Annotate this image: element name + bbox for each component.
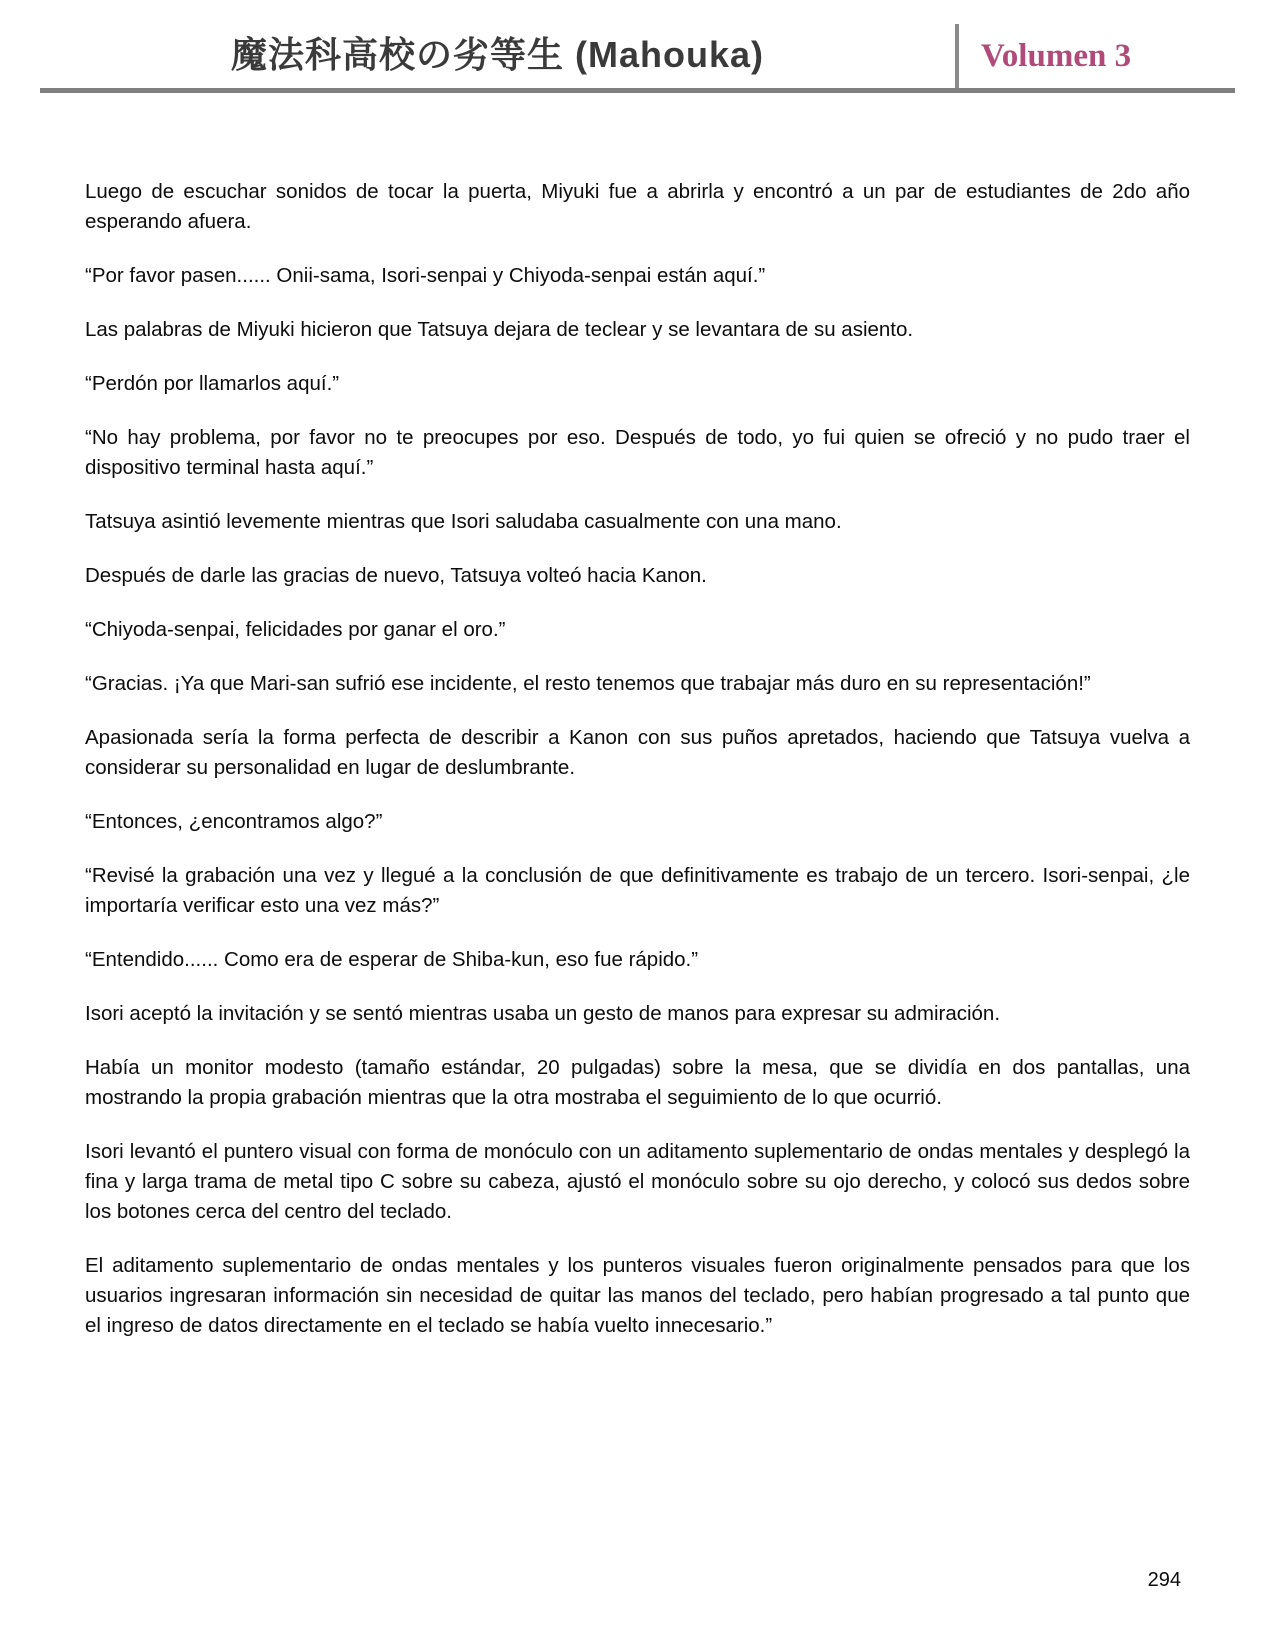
volume-divider — [955, 24, 1235, 88]
paragraph: “Por favor pasen...... Onii-sama, Isori-senpai y Chiyoda-senpai están aquí.” — [85, 264, 766, 287]
paragraph: Después de darle las gracias de nuevo, Tatsuya volteó hacia Kanon. — [85, 564, 707, 587]
paragraph: Isori levantó el puntero visual con forma de monóculo con un aditamento suplementario de ondas mentales y desplegó la fina y larga trama de metal tipo C sobre su cabeza, ajustó el monóculo sobre su ojo derecho, y colocó sus dedos sobre los botones cerca del centro del teclado. — [85, 1140, 1190, 1223]
page-header — [40, 0, 1235, 93]
page-number: 294 — [1147, 1569, 1181, 1591]
paragraph: Tatsuya asintió levemente mientras que Isori saludaba casualmente con una mano. — [85, 510, 842, 533]
volume-label: Volumen 3 — [981, 37, 1132, 74]
paragraph: “No hay problema, por favor no te preocupes por eso. Después de todo, yo fui quien se ofreció y no pudo traer el dispositivo terminal hasta aquí.” — [85, 426, 1190, 479]
paragraph: El aditamento suplementario de ondas mentales y los punteros visuales fueron originalmente pensados para que los usuarios ingresaran información sin necesidad de quitar las manos del teclado, pero habían progresado a tal punto que el ingreso de datos directamente en el teclado se había vuelto innecesario.” — [85, 1254, 1190, 1337]
paragraph: Las palabras de Miyuki hicieron que Tatsuya dejara de teclear y se levantara de su asiento. — [85, 318, 914, 341]
paragraph: “Gracias. ¡Ya que Mari-san sufrió ese incidente, el resto tenemos que trabajar más duro en su representación!” — [85, 672, 1091, 695]
paragraph: “Chiyoda-senpai, felicidades por ganar el oro.” — [85, 618, 506, 641]
paragraph: Isori aceptó la invitación y se sentó mientras usaba un gesto de manos para expresar su admiración. — [85, 1002, 1001, 1025]
paragraph: “Entendido...... Como era de esperar de Shiba-kun, eso fue rápido.” — [85, 948, 699, 971]
paragraph: Apasionada sería la forma perfecta de describir a Kanon con sus puños apretados, haciendo que Tatsuya vuelva a considerar su personalidad en lugar de deslumbrante. — [85, 726, 1190, 779]
paragraph: Había un monitor modesto (tamaño estándar, 20 pulgadas) sobre la mesa, que se dividía en dos pantallas, una mostrando la propia grabación mientras que la otra mostraba el seguimiento de lo que ocurrió. — [85, 1056, 1190, 1109]
paragraph: “Revisé la grabación una vez y llegué a la conclusión de que definitivamente es trabajo de un tercero. Isori-senpai, ¿le importaría verificar esto una vez más?” — [85, 864, 1190, 917]
paragraph: “Perdón por llamarlos aquí.” — [85, 372, 340, 395]
page-title: 魔法科高校の劣等生 (Mahouka) — [230, 34, 764, 75]
body-text — [85, 93, 1190, 1341]
paragraph: “Entonces, ¿encontramos algo?” — [85, 810, 383, 833]
paragraph: Luego de escuchar sonidos de tocar la puerta, Miyuki fue a abrirla y encontró a un par de estudiantes de 2do año esperando afuera. — [85, 180, 1190, 233]
